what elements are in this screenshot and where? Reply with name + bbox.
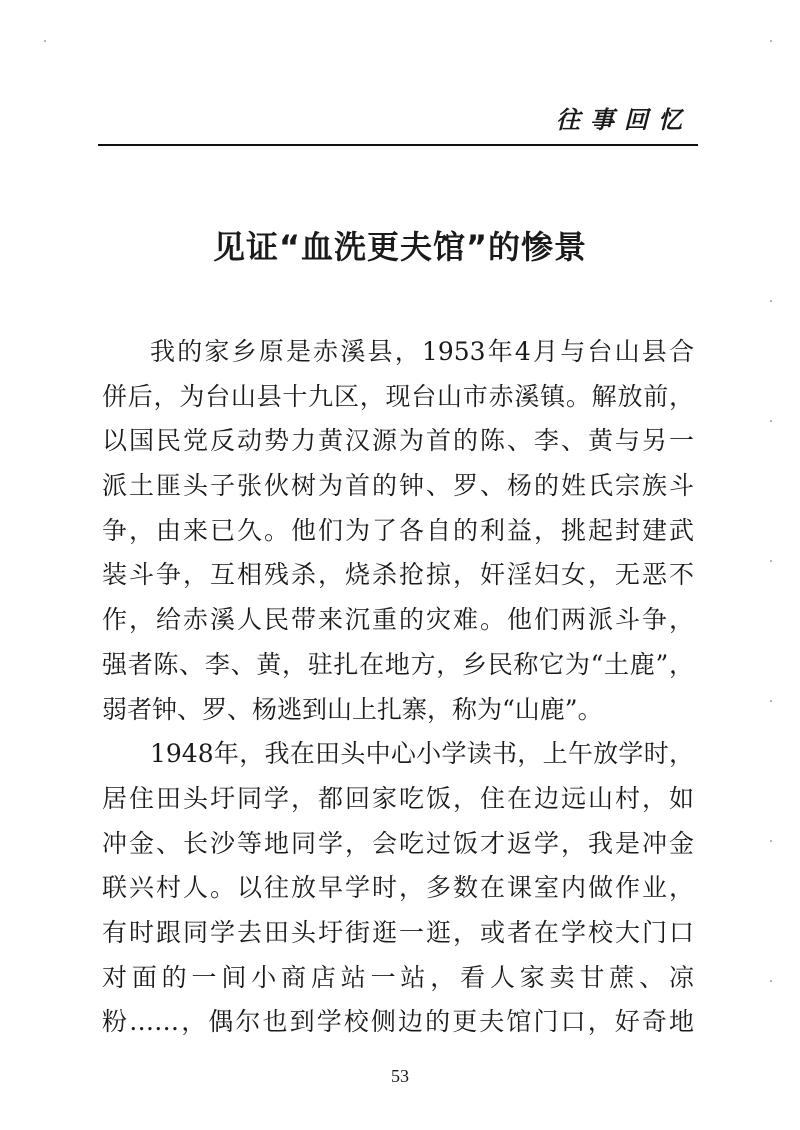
body-line: 联兴村人。以往放早学时，多数在课室内做作业， xyxy=(102,873,694,903)
body-line: 以国民党反动势力黄汉源为首的陈、李、黄与另一 xyxy=(102,426,694,456)
body-line: 併后，为台山县十九区，现台山市赤溪镇。解放前， xyxy=(102,381,694,411)
body-line: 粉……，偶尔也到学校侧边的更夫馆门口，好奇地 xyxy=(102,1007,694,1037)
article-body xyxy=(102,330,694,1045)
header-rule xyxy=(98,144,698,146)
scan-speck xyxy=(770,980,772,982)
body-line: 冲金、长沙等地同学，会吃过饭才返学，我是冲金 xyxy=(102,828,694,858)
scan-speck xyxy=(770,840,772,842)
body-line: 居住田头圩同学，都回家吃饭，住在边远山村，如 xyxy=(102,783,694,813)
body-line: 弱者钟、罗、杨逃到山上扎寨，称为“山鹿”。 xyxy=(102,694,603,724)
scan-speck xyxy=(770,700,772,702)
scan-speck xyxy=(770,300,772,302)
scan-speck xyxy=(770,420,772,422)
body-line: 1948年，我在田头中心小学读书，上午放学时， xyxy=(150,739,694,769)
body-line: 争，由来已久。他们为了各自的利益，挑起封建武 xyxy=(102,515,694,545)
body-line: 有时跟同学去田头圩街逛一逛，或者在学校大门口 xyxy=(102,917,694,947)
body-line: 强者陈、李、黄，驻扎在地方，乡民称它为“土鹿”， xyxy=(102,649,694,679)
body-line: 装斗争，互相残杀，烧杀抢掠，奸淫妇女，无恶不 xyxy=(102,560,694,590)
body-line: 作，给赤溪人民带来沉重的灾难。他们两派斗争， xyxy=(102,605,694,635)
running-header-title: 往事回忆 xyxy=(556,105,692,134)
scan-speck xyxy=(44,40,46,42)
scan-speck xyxy=(770,560,772,562)
body-line: 对面的一间小商店站一站，看人家卖甘蔗、凉 xyxy=(102,962,694,992)
body-line: 派土匪头子张伙树为首的钟、罗、杨的姓氏宗族斗 xyxy=(102,471,694,501)
scan-speck xyxy=(770,40,772,42)
article-title: 见证“血洗更夫馆”的惨景 xyxy=(212,228,588,266)
body-line: 我的家乡原是赤溪县，1953年4月与台山县合 xyxy=(150,337,694,366)
page-number: 53 xyxy=(391,1066,409,1086)
